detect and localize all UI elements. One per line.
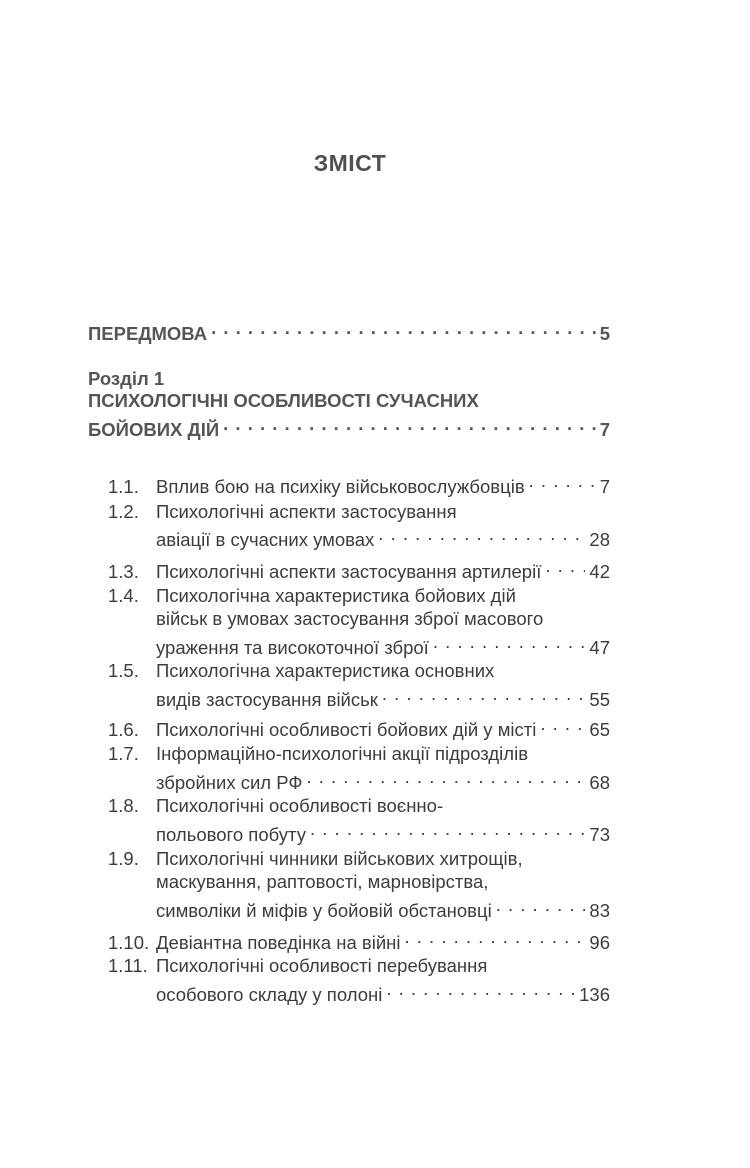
toc-entry-text: Психологічні особливості бойових дій у місті bbox=[156, 719, 537, 740]
toc-entry[interactable] bbox=[108, 682, 610, 712]
toc-entry-text: Девіантна поведінка на війні bbox=[156, 932, 401, 953]
toc-entry-line bbox=[108, 870, 610, 894]
toc-entry[interactable] bbox=[108, 817, 610, 847]
toc-entry-number: 1.5. bbox=[108, 660, 139, 681]
toc-entry-text: авіації в сучасних умовах bbox=[156, 529, 375, 550]
toc-entry-page: 42 bbox=[589, 561, 610, 582]
leader-dots bbox=[529, 469, 596, 493]
toc-entry-text: особового складу у полоні bbox=[156, 984, 383, 1005]
toc-entry-page: 73 bbox=[589, 824, 610, 845]
toc-entry-line bbox=[108, 847, 610, 871]
toc-entry-text: видів застосування військ bbox=[156, 689, 378, 710]
toc-entry[interactable] bbox=[108, 469, 610, 499]
toc-entry-page: 136 bbox=[579, 984, 610, 1005]
toc-entry[interactable] bbox=[108, 554, 610, 584]
toc-entry-page: 96 bbox=[589, 932, 610, 953]
toc-preface-label: ПЕРЕДМОВА bbox=[88, 323, 208, 344]
toc-entry-text: збройних сил РФ bbox=[156, 772, 303, 793]
toc-entry-number: 1.3. bbox=[108, 561, 139, 582]
toc-section-page: 7 bbox=[599, 419, 610, 440]
toc-entry-number: 1.9. bbox=[108, 848, 139, 869]
toc-entry[interactable] bbox=[108, 893, 610, 923]
toc-entry-text: символіки й міфів у бойовій обстановці bbox=[156, 900, 492, 921]
toc-entry-number: 1.11. bbox=[108, 955, 148, 976]
toc-entry-text: Психологічні чинники військових хитрощів, bbox=[156, 848, 523, 869]
toc-entry-line bbox=[108, 742, 610, 766]
toc-entry-text: Психологічна характеристика основних bbox=[156, 660, 495, 681]
toc-entry-page: 83 bbox=[589, 900, 610, 921]
toc-entry-number: 1.7. bbox=[108, 743, 139, 764]
toc-entry-text: маскування, раптовості, марновірства, bbox=[156, 871, 489, 892]
toc-entry[interactable] bbox=[108, 925, 610, 955]
toc-entry-text: Психологічна характеристика бойових дій bbox=[156, 585, 516, 606]
toc-entry-page: 7 bbox=[599, 476, 610, 497]
toc-entry-line bbox=[108, 954, 610, 978]
toc-entry-page: 47 bbox=[589, 637, 610, 658]
toc-entry-page: 65 bbox=[589, 719, 610, 740]
leader-dots bbox=[545, 554, 585, 578]
leader-dots bbox=[223, 412, 596, 436]
toc-entry-text: Вплив бою на психіку військовослужбовців bbox=[156, 476, 525, 497]
leader-dots bbox=[404, 925, 585, 949]
toc-entry-number: 1.6. bbox=[108, 719, 139, 740]
leader-dots bbox=[378, 522, 585, 546]
leader-dots bbox=[382, 682, 586, 706]
toc-entry-text: Психологічні аспекти застосування bbox=[156, 501, 457, 522]
toc-preface-page: 5 bbox=[599, 323, 610, 344]
leader-dots bbox=[386, 977, 575, 1001]
toc-entry[interactable] bbox=[108, 712, 610, 742]
leader-dots bbox=[211, 316, 596, 340]
toc-entry-number: 1.10. bbox=[108, 932, 150, 953]
toc-entry-number: 1.2. bbox=[108, 501, 139, 522]
toc-preface[interactable] bbox=[88, 316, 610, 346]
toc-entry-line bbox=[108, 607, 610, 631]
toc-entry-text: військ в умовах застосування зброї масового bbox=[156, 608, 544, 629]
toc-entry-page: 68 bbox=[589, 772, 610, 793]
toc-entry-text: ураження та високоточної зброї bbox=[156, 637, 429, 658]
section-title-line2: БОЙОВИХ ДІЙ bbox=[88, 419, 220, 440]
toc-entry-number: 1.8. bbox=[108, 795, 139, 816]
toc-entry[interactable] bbox=[108, 977, 610, 1007]
toc-entry-line bbox=[108, 500, 610, 524]
toc-entry-text: Психологічні аспекти застосування артилерії bbox=[156, 561, 542, 582]
toc-entry[interactable] bbox=[108, 765, 610, 795]
toc-entry-line bbox=[108, 659, 610, 683]
toc-entry[interactable] bbox=[108, 522, 610, 552]
leader-dots bbox=[306, 765, 585, 789]
toc-entry-line bbox=[108, 584, 610, 608]
leader-dots bbox=[540, 712, 585, 736]
section-label: Розділ 1 bbox=[88, 368, 165, 389]
toc-entry-number: 1.1. bbox=[108, 476, 139, 497]
leader-dots bbox=[433, 630, 586, 654]
leader-dots bbox=[310, 817, 585, 841]
toc-entry-text: польового побуту bbox=[156, 824, 306, 845]
page-title: ЗМІСТ bbox=[313, 150, 387, 176]
toc-entry-text: Інформаційно-психологічні акції підрозділів bbox=[156, 743, 529, 764]
leader-dots bbox=[496, 893, 586, 917]
toc-entry-page: 55 bbox=[589, 689, 610, 710]
toc-entry[interactable] bbox=[108, 630, 610, 660]
toc-entry-text: Психологічні особливості воєнно- bbox=[156, 795, 444, 816]
section-title-line1: ПСИХОЛОГІЧНІ ОСОБЛИВОСТІ СУЧАСНИХ bbox=[88, 390, 479, 411]
toc-entry-page: 28 bbox=[589, 529, 610, 550]
toc-section-1[interactable] bbox=[88, 412, 610, 442]
toc-entry-number: 1.4. bbox=[108, 585, 139, 606]
toc-entry-line bbox=[108, 794, 610, 818]
toc-entry-text: Психологічні особливості перебування bbox=[156, 955, 488, 976]
